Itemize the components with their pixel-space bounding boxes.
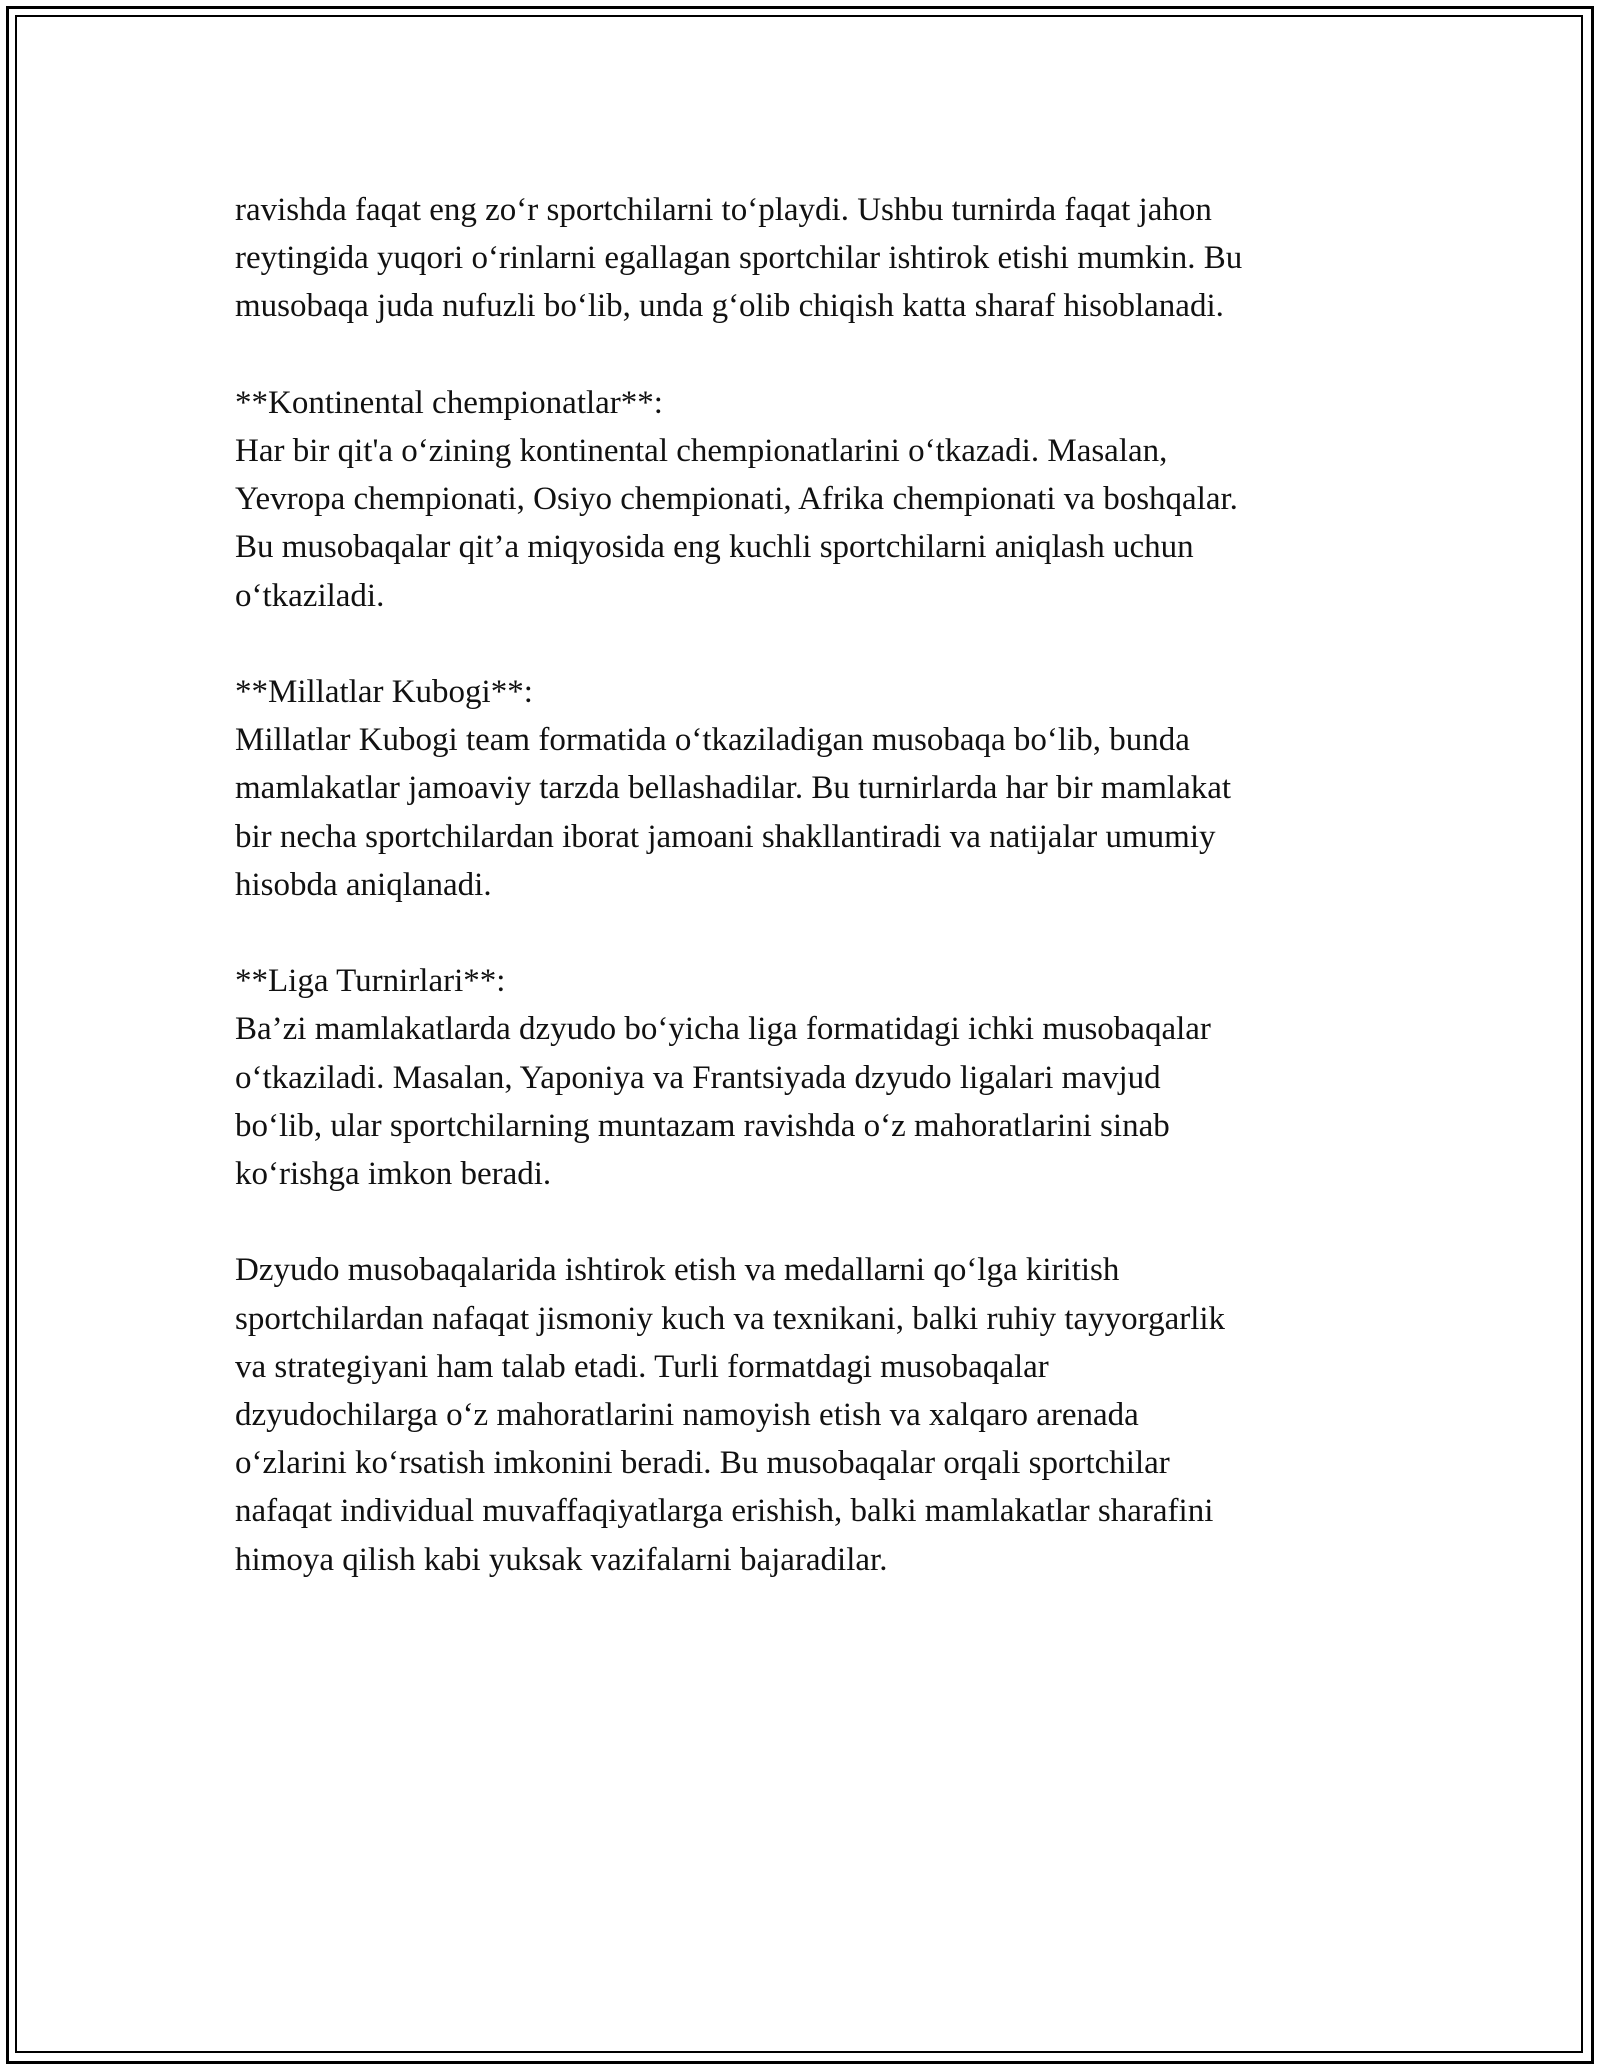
paragraph-liga bbox=[235, 957, 1375, 1198]
text-line: Dzyudo musobaqalarida ishtirok etish va medallarni qoʻlga kiritish bbox=[235, 1252, 1120, 1289]
section-heading: **Kontinental chempionatlar**: bbox=[235, 384, 663, 421]
section-heading: **Liga Turnirlari**: bbox=[235, 963, 506, 1000]
text-line: nafaqat individual muvaffaqiyatlarga erishish, balki mamlakatlar sharafini bbox=[235, 1493, 1214, 1530]
document-body bbox=[235, 186, 1375, 1584]
text-line: hisobda aniqlanadi. bbox=[235, 866, 492, 903]
paragraph-conclusion bbox=[235, 1246, 1375, 1583]
text-line: Bu musobaqalar qit’a miqyosida eng kuchli sportchilarni aniqlash uchun bbox=[235, 529, 1194, 566]
text-line: reytingida yuqori oʻrinlarni egallagan sportchilar ishtirok etishi mumkin. Bu bbox=[235, 240, 1243, 277]
text-line: oʻtkaziladi. bbox=[235, 577, 385, 614]
text-line: Yevropa chempionati, Osiyo chempionati, Afrika chempionati va boshqalar. bbox=[235, 481, 1238, 518]
text-line: va strategiyani ham talab etadi. Turli formatdagi musobaqalar bbox=[235, 1348, 1049, 1385]
text-line: Har bir qit'a oʻzining kontinental chempionatlarini oʻtkazadi. Masalan, bbox=[235, 433, 1168, 469]
paragraph-gap bbox=[235, 331, 1375, 379]
text-line: boʻlib, ular sportchilarning muntazam ravishda oʻz mahoratlarini sinab bbox=[235, 1107, 1170, 1144]
text-line: mamlakatlar jamoaviy tarzda bellashadilar. Bu turnirlarda har bir mamlakat bbox=[235, 770, 1232, 807]
text-line: sportchilardan nafaqat jismoniy kuch va texnikani, balki ruhiy tayyorgarlik bbox=[235, 1300, 1226, 1337]
text-line: himoya qilish kabi yuksak vazifalarni bajaradilar. bbox=[235, 1541, 888, 1578]
text-line: oʻzlarini koʻrsatish imkonini beradi. Bu musobaqalar orqali sportchilar bbox=[235, 1445, 1170, 1482]
text-line: dzyudochilarga oʻz mahoratlarini namoyish etish va xalqaro arenada bbox=[235, 1397, 1139, 1434]
paragraph-kontinental bbox=[235, 379, 1375, 620]
text-line: koʻrishga imkon beradi. bbox=[235, 1156, 552, 1193]
text-line: musobaqa juda nufuzli boʻlib, unda gʻolib chiqish katta sharaf hisoblanadi. bbox=[235, 288, 1224, 325]
section-heading: **Millatlar Kubogi**: bbox=[235, 674, 533, 710]
text-line: bir necha sportchilardan iborat jamoani shakllantiradi va natijalar umumiy bbox=[235, 818, 1216, 855]
text-line: ravishda faqat eng zoʻr sportchilarni toʻplaydi. Ushbu turnirda faqat jahon bbox=[235, 192, 1212, 228]
text-line: oʻtkaziladi. Masalan, Yaponiya va Frantsiyada dzyudo ligalari mavjud bbox=[235, 1059, 1161, 1096]
text-line: Ba’zi mamlakatlarda dzyudo boʻyicha liga formatidagi ichki musobaqalar bbox=[235, 1011, 1211, 1048]
paragraph-intro-continued bbox=[235, 186, 1375, 331]
paragraph-gap bbox=[235, 909, 1375, 957]
paragraph-gap bbox=[235, 1198, 1375, 1246]
paragraph-millatlar bbox=[235, 668, 1375, 909]
paragraph-gap bbox=[235, 620, 1375, 668]
text-line: Millatlar Kubogi team formatida oʻtkaziladigan musobaqa boʻlib, bunda bbox=[235, 722, 1190, 759]
